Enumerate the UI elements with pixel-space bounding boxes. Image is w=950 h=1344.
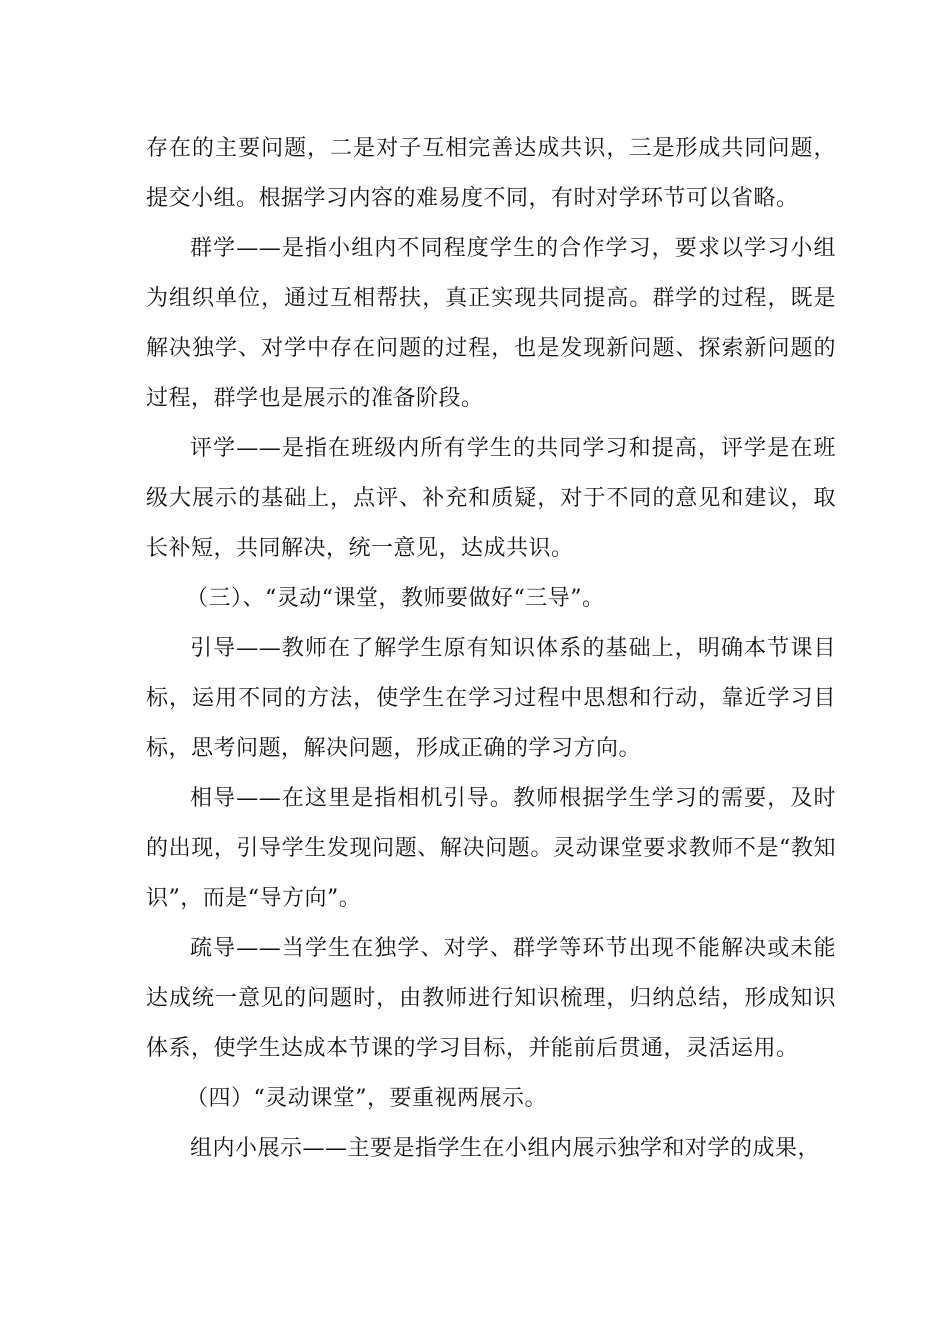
body-text xyxy=(146,124,836,1174)
section-heading-four: （四）“灵动课堂”，要重视两展示。 xyxy=(186,1086,547,1111)
paragraph-yindao: 引导——教师在了解学生原有知识体系的基础上，明确本节课目标，运用不同的方法，使学生在学习过程中思想和行动，靠近学习目标，思考问题，解决问题，形成正确的学习方向。 xyxy=(146,636,836,761)
paragraph-continuation: 存在的主要问题，二是对子互相完善达成共识，三是形成共同问题，提交小组。根据学习内容的难易度不同，有时对学环节可以省略。 xyxy=(146,136,836,211)
paragraph-shudao: 疏导——当学生在独学、对学、群学等环节出现不能解决或未能达成统一意见的问题时，由教师进行知识梳理，归纳总结，形成知识体系，使学生达成本节课的学习目标，并能前后贯通，灵活运用。 xyxy=(146,936,836,1061)
paragraph-xiangdao: 相导——在这里是指相机引导。教师根据学生学习的需要，及时的出现，引导学生发现问题、解决问题。灵动课堂要求教师不是“教知识”，而是“导方向”。 xyxy=(146,786,836,911)
section-heading-three: （三）、“灵动“课堂，教师要做好“三导”。 xyxy=(186,586,605,611)
paragraph-qunxue: 群学——是指小组内不同程度学生的合作学习，要求以学习小组为组织单位，通过互相帮扶，真正实现共同提高。群学的过程，既是解决独学、对学中存在问题的过程，也是发现新问题、探索新问题的过程，群学也是展示的准备阶段。 xyxy=(146,236,836,411)
paragraph-zuneixiaozhanshi: 组内小展示——主要是指学生在小组内展示独学和对学的成果， xyxy=(190,1136,821,1161)
paragraph-pingxue: 评学——是指在班级内所有学生的共同学习和提高，评学是在班级大展示的基础上，点评、补充和质疑，对于不同的意见和建议，取长补短，共同解决，统一意见，达成共识。 xyxy=(146,436,836,561)
